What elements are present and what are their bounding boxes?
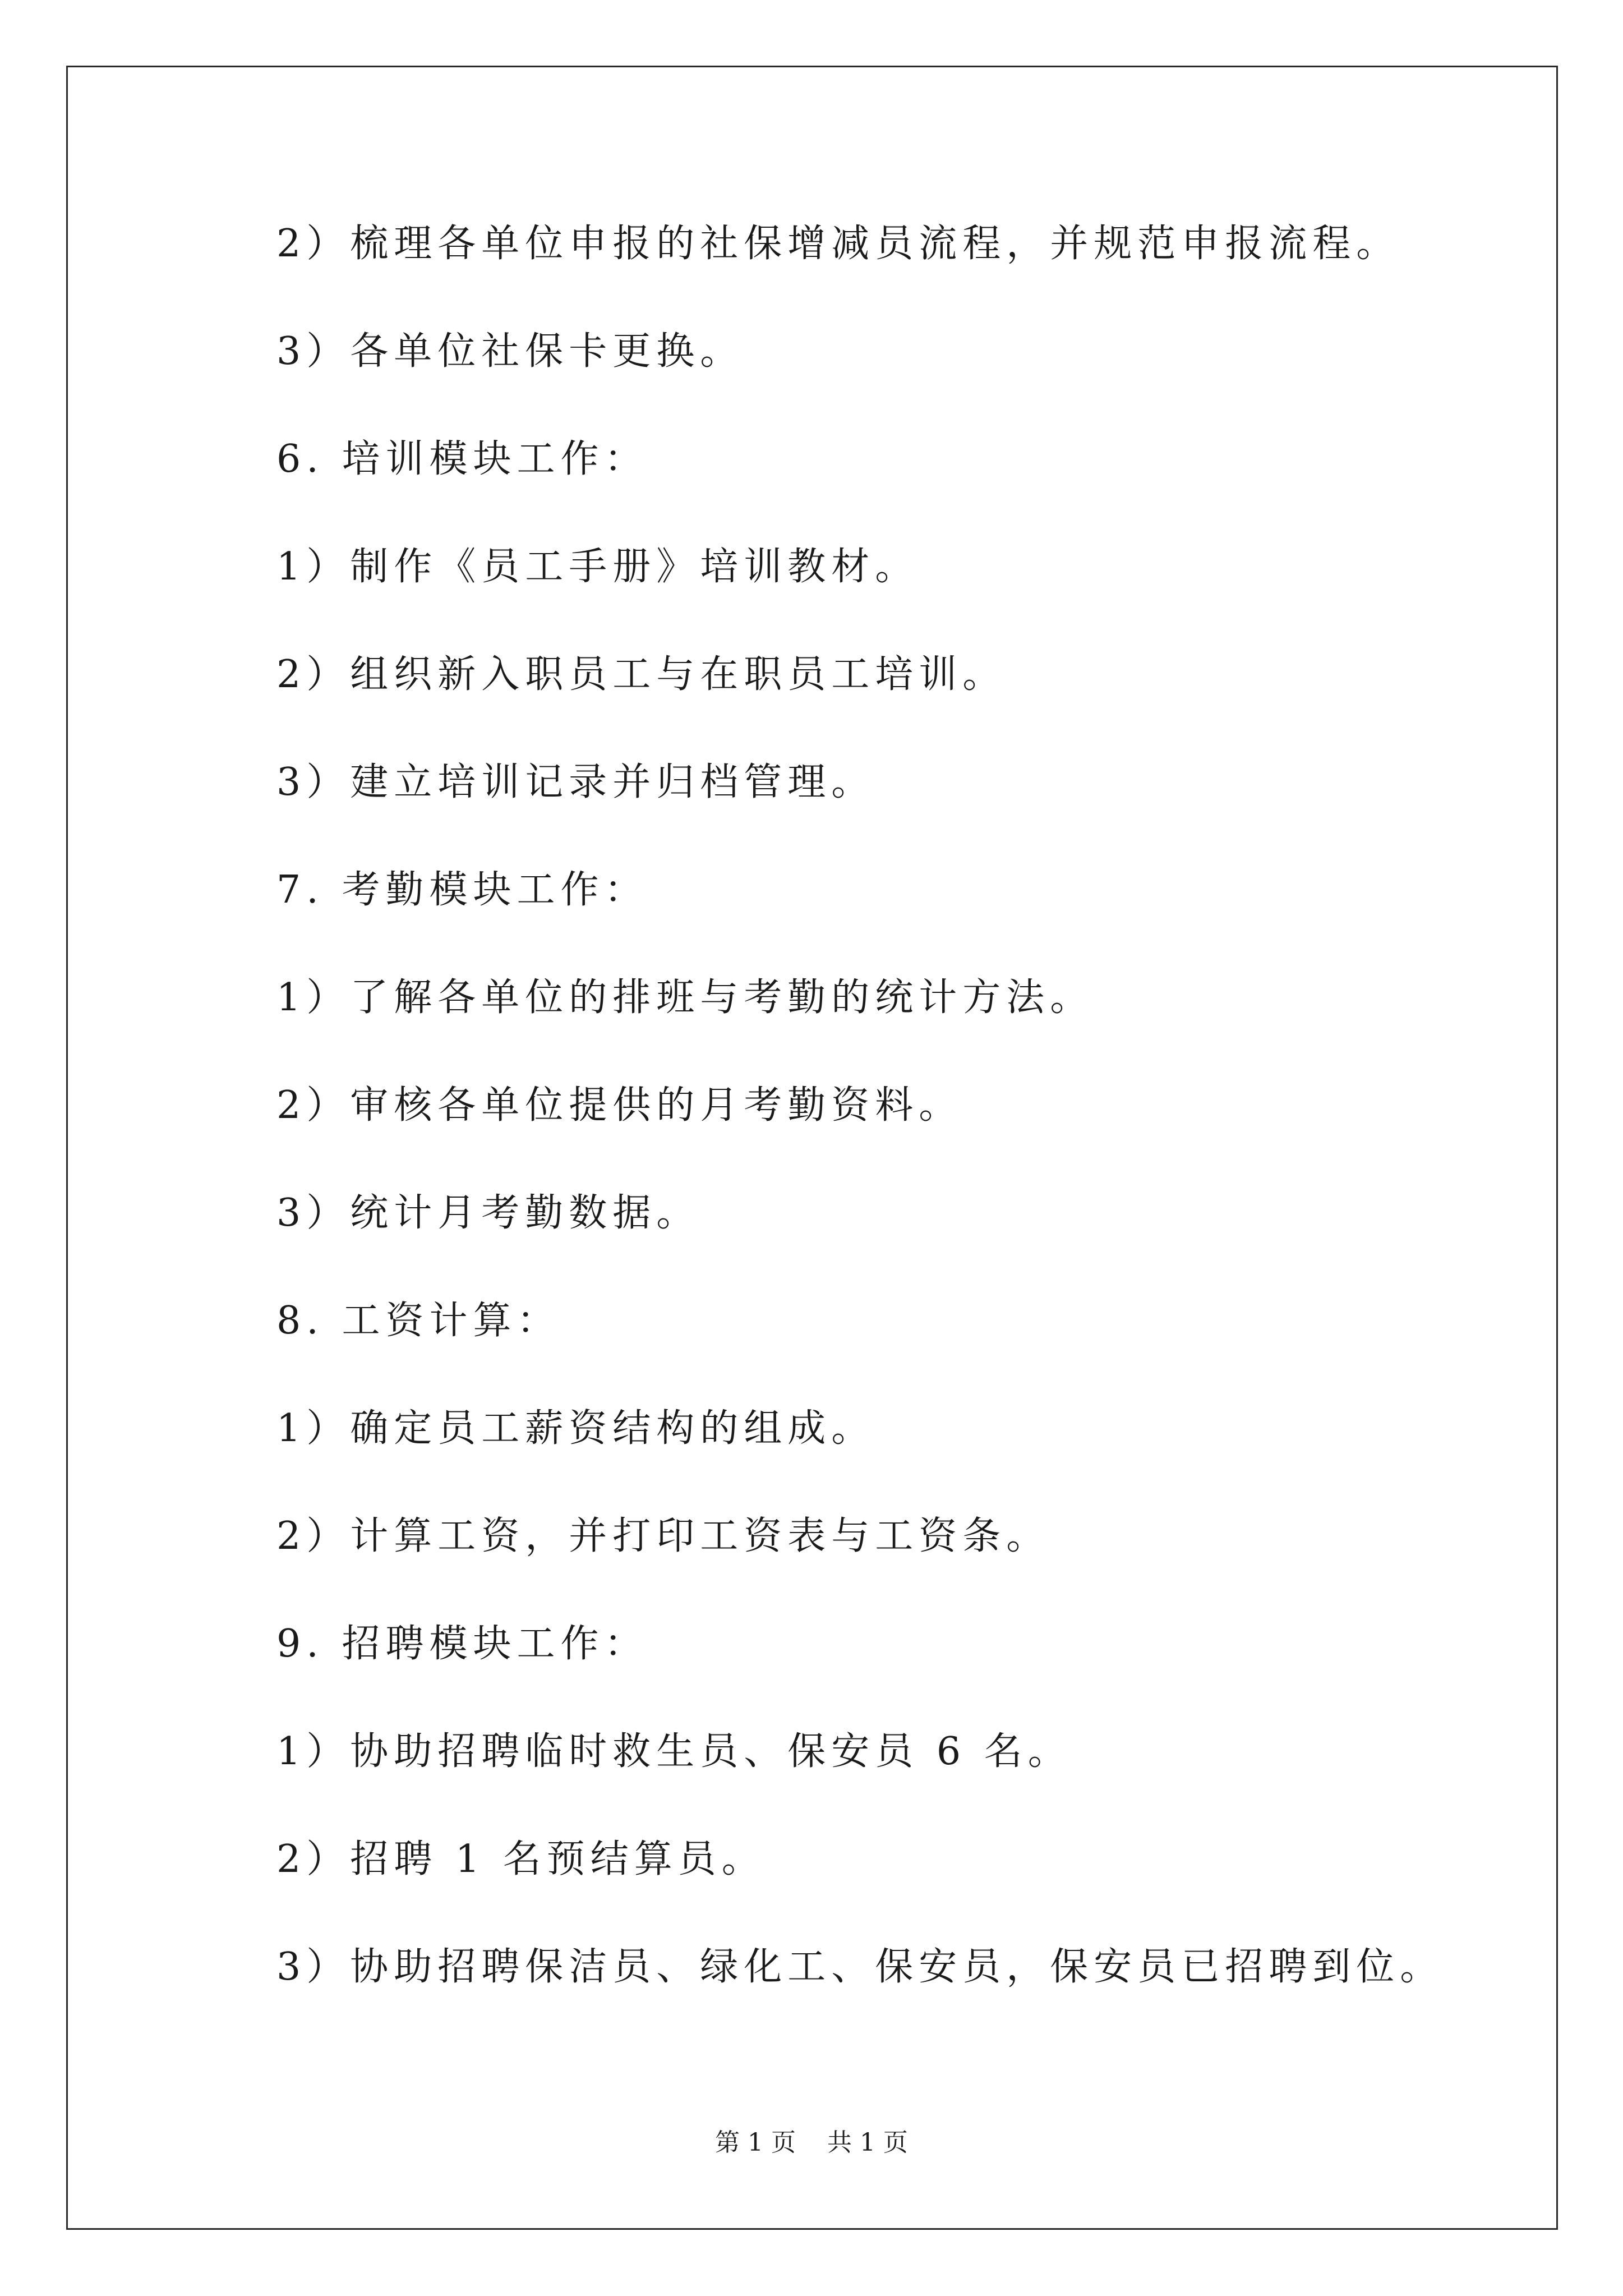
- text-line: 2）审核各单位提供的月考勤资料。: [276, 1083, 963, 1128]
- text-line: 3）协助招聘保洁员、绿化工、保安员，保安员已招聘到位。: [276, 1945, 1444, 1989]
- text-line: 1）协助招聘临时救生员、保安员 6 名。: [276, 1729, 1072, 1774]
- text-line: 2）计算工资，并打印工资表与工资条。: [276, 1514, 1050, 1558]
- text-line: 3）建立培训记录并归档管理。: [276, 760, 875, 804]
- text-line: 2）梳理各单位申报的社保增减员流程，并规范申报流程。: [276, 222, 1400, 266]
- text-line: 2）组织新入职员工与在职员工培训。: [276, 652, 1007, 697]
- text-line: 1）制作《员工手册》培训教材。: [276, 545, 919, 589]
- section-heading: 9. 招聘模块工作：: [276, 1622, 648, 1666]
- page-footer: 第 1 页 共 1 页: [715, 2128, 908, 2157]
- text-line: 1）确定员工薪资结构的组成。: [276, 1406, 875, 1451]
- page-border: [66, 66, 1558, 2230]
- section-heading: 8. 工资计算：: [276, 1299, 561, 1343]
- text-line: 1）了解各单位的排班与考勤的统计方法。: [276, 976, 1094, 1020]
- section-heading: 6. 培训模块工作：: [276, 437, 648, 481]
- text-line: 3）各单位社保卡更换。: [276, 329, 744, 374]
- text-line: 2）招聘 1 名预结算员。: [276, 1837, 766, 1881]
- section-heading: 7. 考勤模块工作：: [276, 868, 648, 912]
- text-line: 3）统计月考勤数据。: [276, 1191, 700, 1235]
